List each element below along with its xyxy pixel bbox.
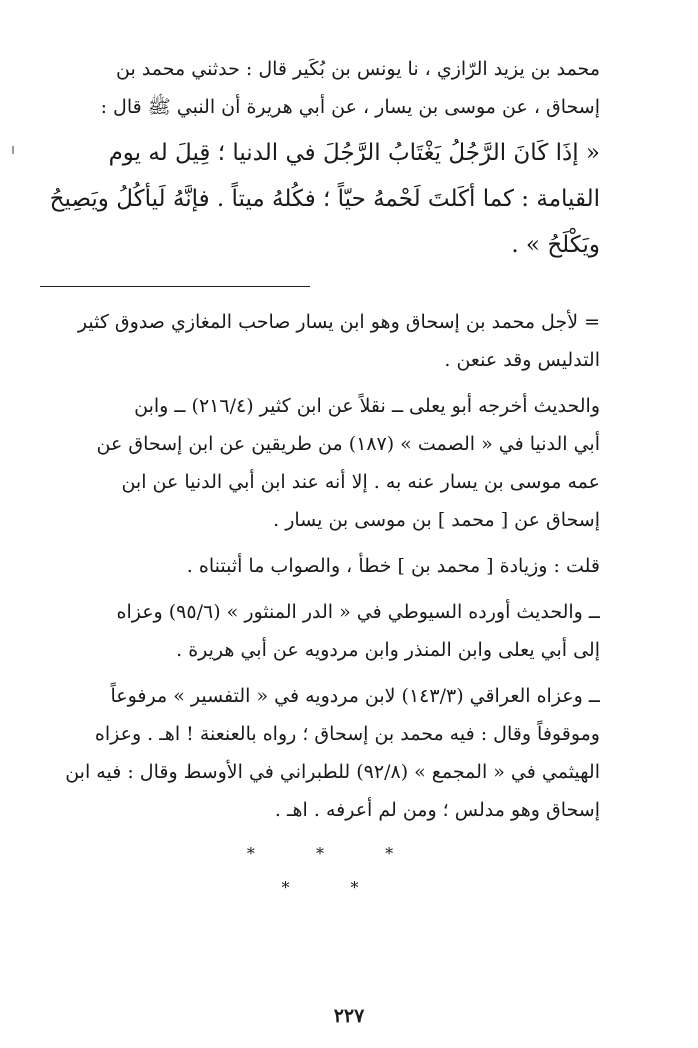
footnote-line: إلى أبي يعلى وابن المنذر وابن مردويه عن أبي هريرة .: [176, 639, 600, 661]
hadith-line-3: ويَكْلَحُ » .: [511, 232, 600, 258]
footnote-line: التدليس وقد عنعن .: [444, 349, 600, 371]
footnote-line: وموقوفاً وقال : فيه محمد بن إسحاق ؛ رواه بالعنعنة ! اهـ . وعزاه: [94, 723, 600, 745]
footnote-line: عمه موسى بن يسار عنه به . إلا أنه عند ابن أبي الدنيا عن ابن: [121, 471, 600, 493]
ornament-stars-row-1: * * *: [246, 844, 422, 863]
ornament-stars-row-2: * *: [281, 878, 387, 897]
margin-mark: [12, 146, 14, 154]
footnote-paragraph-2: [40, 387, 600, 539]
footnotes: [40, 303, 600, 829]
footnote-paragraph-1: [40, 303, 600, 379]
footnote-divider: [40, 286, 310, 287]
footnote-paragraph-3: [40, 547, 600, 585]
isnad-line-2: إسحاق ، عن موسى بن يسار ، عن أبي هريرة أن النبي ﷺ قال :: [100, 96, 600, 118]
footnote-line: والحديث أخرجه أبو يعلى ــ نقلاً عن ابن كثير (٢١٦/٤) ــ وابن: [134, 395, 600, 417]
hadith-line-1: « إذَا كَانَ الرَّجُلُ يَغْتَابُ الرَّجُلَ في الدنيا ؛ قِيلَ له يوم: [108, 140, 600, 166]
footnote-paragraph-4: [40, 593, 600, 669]
page-number: ٢٢٧: [333, 1005, 365, 1027]
footnote-line: إسحاق وهو مدلس ؛ ومن لم أعرفه . اهـ .: [274, 799, 600, 821]
hadith-block: [40, 130, 600, 268]
footnote-line: الهيثمي في « المجمع » (٩٢/٨) للطبراني في الأوسط وقال : فيه ابن: [65, 761, 600, 783]
isnad-block: [40, 50, 600, 126]
footnote-paragraph-5: [40, 677, 600, 829]
footnote-line: قلت : وزيادة [ محمد بن ] خطأ ، والصواب ما أثبتناه .: [186, 555, 600, 577]
footnote-line: = لأجل محمد بن إسحاق وهو ابن يسار صاحب المغازي صدوق كثير: [77, 311, 600, 333]
page-body: [40, 50, 600, 905]
footnote-line: أبي الدنيا في « الصمت » (١٨٧) من طريقين عن ابن إسحاق عن: [96, 433, 600, 455]
footnote-line: ــ وعزاه العراقي (١٤٣/٣) لابن مردويه في « التفسير » مرفوعاً: [110, 685, 600, 707]
footnote-line: ــ والحديث أورده السيوطي في « الدر المنثور » (٩٥/٦) وعزاه: [116, 601, 600, 623]
isnad-line-1: محمد بن يزيد الرّازي ، نا يونس بن بُكَير قال : حدثني محمد بن: [116, 58, 600, 80]
footnote-line: إسحاق عن [ محمد ] بن موسى بن يسار .: [273, 509, 600, 531]
hadith-line-2: القيامة : كما أكَلتَ لَحْمهُ حيّاً ؛ فكُلهُ ميتاً . فإنَّهُ لَيأكُلُ ويَصِيحُ: [49, 186, 600, 212]
